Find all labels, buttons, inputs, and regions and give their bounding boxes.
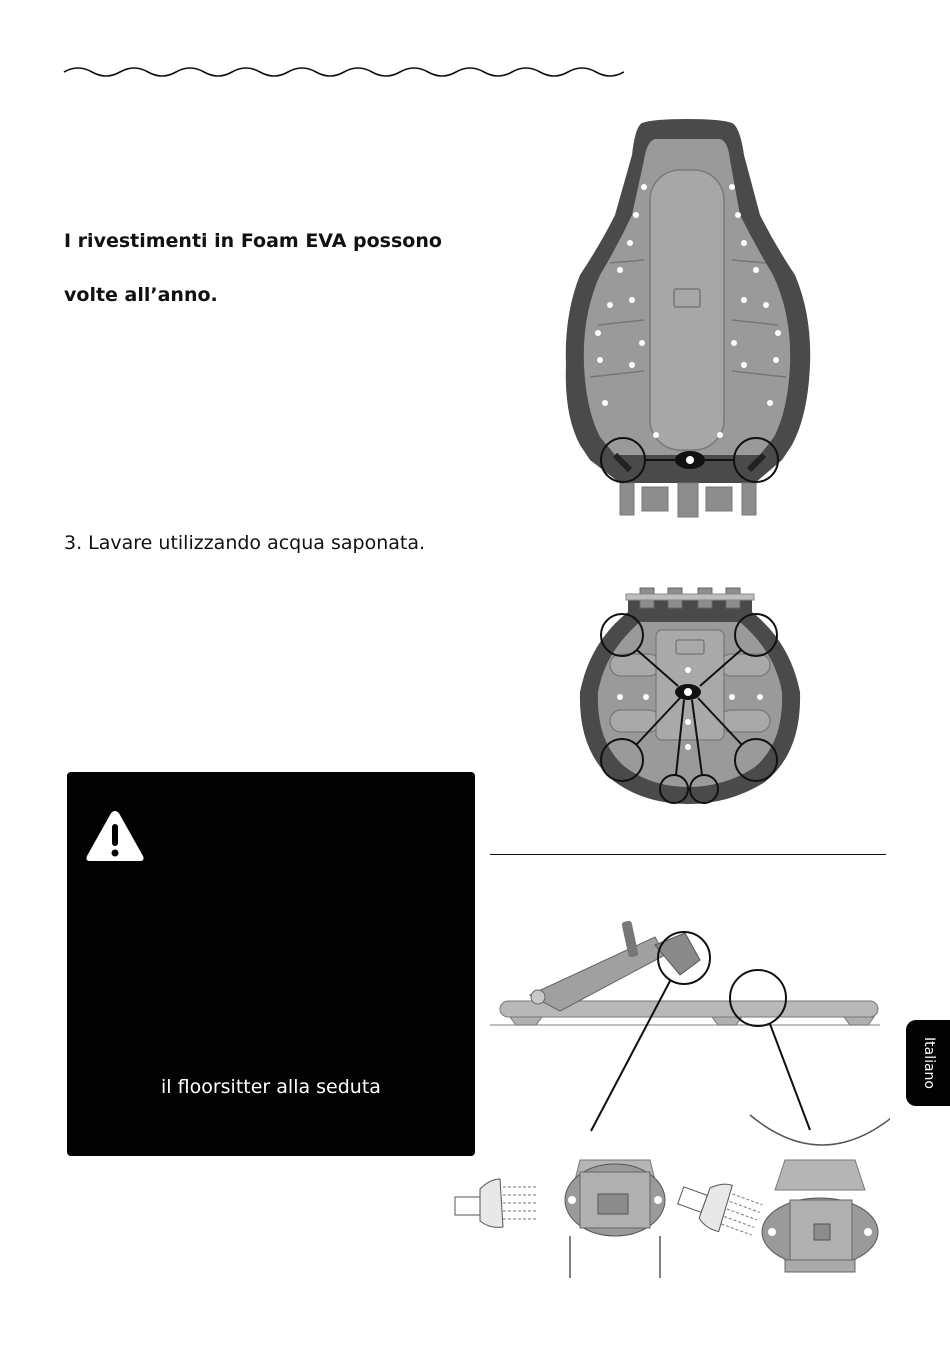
warning-box bbox=[67, 772, 475, 1156]
language-tab-label: Italiano bbox=[921, 1037, 937, 1089]
warning-text: il floorsitter alla seduta bbox=[161, 1076, 381, 1098]
floorsitter-cleaning-illustration bbox=[450, 915, 890, 1285]
intro-line-1: I rivestimenti in Foam EVA possono bbox=[64, 230, 442, 252]
step-3-text: 3. Lavare utilizzando acqua saponata. bbox=[64, 532, 426, 554]
warning-triangle-icon bbox=[84, 808, 146, 864]
seat-underside-illustration bbox=[570, 582, 810, 807]
section-divider bbox=[490, 854, 886, 855]
seat-cover-illustration bbox=[560, 115, 815, 525]
language-tab[interactable] bbox=[906, 1020, 950, 1106]
intro-line-2: volte all’anno. bbox=[64, 284, 218, 306]
wavy-divider bbox=[62, 62, 624, 80]
